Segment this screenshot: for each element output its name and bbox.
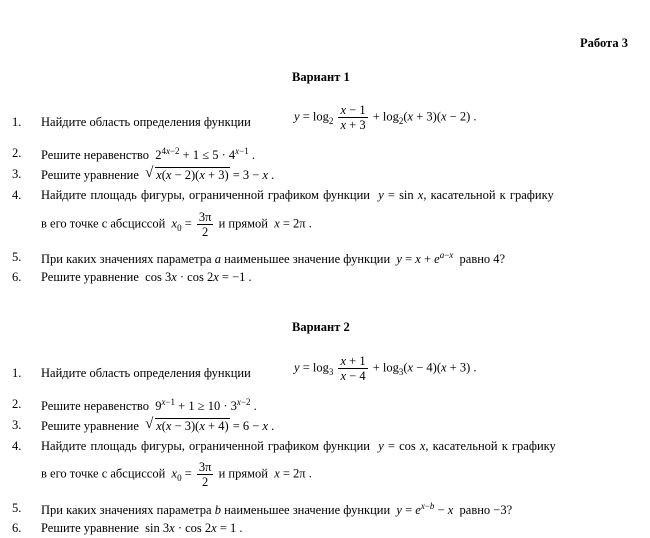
item-text: Решите уравнение cos 3x · cos 2x = −1 . xyxy=(41,270,252,284)
item-text: Найдите область определения функции xyxy=(41,366,251,380)
item-number: 4. xyxy=(12,188,22,202)
item-number: 4. xyxy=(12,439,22,453)
item-text: Решите уравнение √ x(x − 3)(x + 4) = 6 − x . xyxy=(41,416,275,433)
item-number: 6. xyxy=(12,270,22,284)
item-number: 6. xyxy=(12,521,22,535)
item-text: Решите уравнение √ x(x − 2)(x + 3) = 3 − x . xyxy=(41,165,275,182)
variant-2-title: Вариант 2 xyxy=(292,320,350,334)
v1-item-1-formula: $y = \log_2$ $\frac{x - 1}{x + 3}$ + $\log_2(x + 3)(x - 2)$ . xyxy=(294,103,477,132)
item-number: 3. xyxy=(12,418,22,432)
item-number: 1. xyxy=(12,115,22,129)
v2-item-1-formula: $y = \log_3$ $\frac{x + 1}{x - 4}$ + $\log_3(x - 4)(x + 3)$ . xyxy=(294,354,477,383)
item-text: Решите неравенство $2^{4x-2} + 1 \le 5 \cdot 4^{x-1}$ . xyxy=(41,146,255,163)
item-text: Решите неравенство $9^{x-1} + 1 \ge 10 \cdot 3^{x-2}$ . xyxy=(41,397,257,414)
item-text-line2: в его точке с абсциссой $x_0$ = $\frac{3\pi}{2}$ и прямой x = 2π . xyxy=(41,460,312,489)
item-number: 2. xyxy=(12,397,22,411)
item-text: При каких значениях параметра b наименьшее значение функции $y = e^{x-b} - x$ равно −3? xyxy=(41,501,513,518)
item-text: Найдите область определения функции xyxy=(41,115,251,129)
item-text-line2: в его точке с абсциссой $x_0$ = $\frac{3\pi}{2}$ и прямой x = 2π . xyxy=(41,210,312,239)
item-number: 5. xyxy=(12,501,22,515)
item-text: Решите уравнение sin 3x · cos 2x = 1 . xyxy=(41,521,243,535)
work-title: Работа 3 xyxy=(580,36,628,50)
item-number: 2. xyxy=(12,146,22,160)
item-number: 3. xyxy=(12,167,22,181)
variant-1-title: Вариант 1 xyxy=(292,70,350,84)
item-number: 1. xyxy=(12,366,22,380)
item-text: Найдите площадь фигуры, ограниченной графиком функции y = cos x, касательной к графику xyxy=(41,439,556,453)
item-text: При каких значениях параметра a наименьшее значение функции $y = x + e^{a-x}$ равно 4? xyxy=(41,250,506,267)
item-number: 5. xyxy=(12,250,22,264)
item-text: Найдите площадь фигуры, ограниченной графиком функции y = sin x, касательной к графику xyxy=(41,188,554,202)
